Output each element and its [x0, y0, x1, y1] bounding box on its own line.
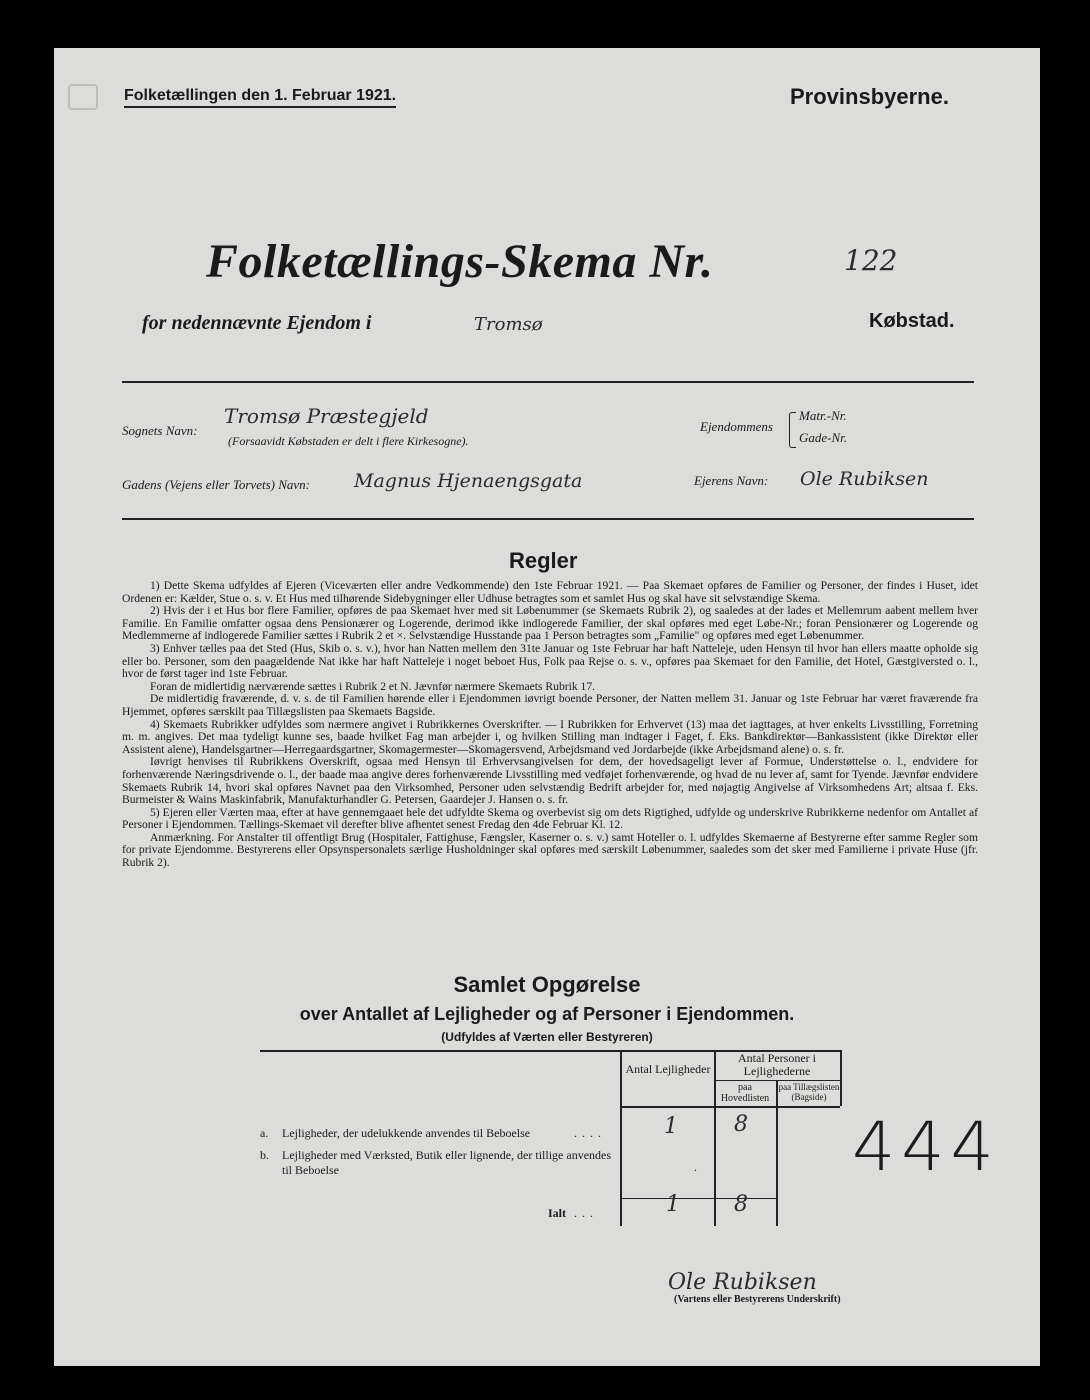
property-prefix: for nedennævnte Ejendom i: [142, 312, 372, 334]
summary-note: (Udfyldes af Værten eller Bestyreren): [441, 1030, 653, 1044]
summary-heading: Samlet Opgørelse: [453, 972, 641, 997]
divider-top: [122, 381, 974, 383]
property-label: Ejendommens: [700, 419, 773, 434]
col-supplement-header: paa Tillægslisten (Bagside): [778, 1082, 840, 1102]
row-a-label: Lejligheder, der udelukkende anvendes til Beboelse: [282, 1126, 531, 1140]
parish-note: (Forsaavidt Købstaden er delt i flere Kirkesogne).: [228, 434, 469, 448]
col-persons-header: Antal Personer i Lejlighederne: [738, 1051, 816, 1078]
row-b-apartments: .: [694, 1160, 697, 1174]
rules-heading: Regler: [509, 548, 578, 573]
census-form-sheet: [54, 48, 1040, 1366]
row-a-apartments: 1: [664, 1114, 678, 1139]
total-rule: [620, 1198, 776, 1199]
rule-paragraph-5: 5) Ejeren eller Værten maa, efter at have gennemgaaet hele det udfyldte Skema og overbevist sig om dets Rigtighed, udfylde og underskrive Rubrikkerne nedenfor om Antallet af Personer i Ejendommen. Tællings-Skemaet vil derefter blive afhentet senest Fredag den 4de Februar Kl. 12.: [122, 805, 978, 832]
table-col-line-1: [620, 1050, 622, 1226]
table-persons-subrule: [714, 1080, 840, 1081]
rule-paragraph-3a: Foran de midlertidig nærværende sættes i Rubrik 2 et N. Jævnfør nærmere Skemaets Rubrik 17.: [150, 679, 596, 693]
archive-stamp-mark: [68, 84, 98, 110]
row-b-label: Lejligheder med Værksted, Butik eller lignende, der tillige anvendes til Beboelse: [282, 1148, 612, 1177]
table-col-line-4: [840, 1050, 842, 1106]
row-a-letter: a.: [260, 1126, 269, 1140]
rule-paragraph-3b: De midlertidig fraværende, d. v. s. de til Familien hørende eller i Ejendommen iøvrigt boende Personer, der Natten mellem 31. Januar og 1ste Februar har været fraværende fra Hjemmet, opføres særskilt paa Tillægslisten paa Skemaets Bagside.: [122, 692, 978, 718]
property-suffix: Købstad.: [869, 310, 955, 332]
margin-number-handwritten: 444: [852, 1108, 1000, 1187]
table-col-line-2: [714, 1050, 716, 1226]
census-date-header: Folketællingen den 1. Februar 1921.: [124, 87, 396, 108]
owner-value-handwritten: Ole Rubiksen: [800, 468, 929, 490]
form-title: Folketællings-Skema Nr.: [206, 235, 714, 288]
street-label: Gadens (Vejens eller Torvets) Navn:: [122, 477, 310, 492]
total-persons-main: 8: [734, 1192, 748, 1217]
rule-paragraph-4: 4) Skemaets Rubrikker udfyldes som nærmere angivet i Rubrikkernes Overskrifter. — I Rubrikken for Erhvervet (13) maa det iagttages, at hver enkelts Livsstilling, Forretning m. m. angives. Det maa tydeligt kunne ses, baade hvilket Fag man arbejder i, og hvilken Stilling man indtager i Faget, f. Eks. Bankdirektør—Bankassistent (ikke Direktør eller Assistent alene), Handelsgartner—Herregaardsgartner, Skomagermester—Skomagersvend, Arbejdsmand ved Jordarbejde (ikke Arbejdsmand alene) o. s. fr.: [122, 717, 978, 756]
form-number-handwritten: 122: [844, 244, 898, 277]
col-apartments-header: Antal Lejligheder: [625, 1062, 711, 1076]
row-a-persons-main: 8: [734, 1112, 748, 1137]
street-value-handwritten: Magnus Hjenaengsgata: [354, 470, 583, 492]
signature-caption: (Vartens eller Bestyrerens Underskrift): [674, 1294, 841, 1305]
col-main-list-header: paa Hovedlisten: [720, 1082, 770, 1104]
gade-label: Gade-Nr.: [799, 430, 848, 445]
total-apartments: 1: [666, 1192, 680, 1217]
region-header: Provinsbyerne.: [790, 84, 949, 109]
town-handwritten: Tromsø: [474, 314, 543, 335]
rules-text: [122, 580, 978, 870]
owner-signature: Ole Rubiksen: [668, 1270, 817, 1295]
summary-subheading: over Antallet af Lejligheder og af Personer i Ejendommen.: [299, 1004, 795, 1024]
owner-label: Ejerens Navn:: [694, 473, 769, 488]
table-header-rule: [620, 1106, 840, 1108]
rule-paragraph-2: 2) Hvis der i et Hus bor flere Familier, opføres de paa Skemaet hver med sit Løbenummer (se Skemaets Rubrik 2), og saaledes at der lades et Mellemrum aabent mellem hver Familie. En Familie omfatter ogsaa dens Pensionærer og Logerende, derimod ikke indlogerede Familier, der skal opføres med eget Løbe-Nr.; foran Pensionærer og Logerende og Medlemmerne af indlogerede Familier sættes i Rubrik 2 et ×. Selvstændige Husstande paa 1 Person betragtes som „Familie" og opføres med eget Løbenummer.: [122, 604, 978, 643]
rule-remark: Anmærkning. For Anstalter til offentligt Brug (Hospitaler, Fattighuse, Fængsler, Kaserner o. s. v.) samt Hoteller o. l. udfyldes Skemaerne af Bestyrerne efter samme Regler som for private Ejendomme. Bestyrerens eller Opsynspersonalets særlige Husholdninger skal opføres med særskilt Løbenummer, saaledes som det sker med Familierne i private Huse (jfr. Rubrik 2).: [122, 830, 978, 870]
rule-paragraph-3: 3) Enhver tælles paa det Sted (Hus, Skib o. s. v.), hvor han Natten mellem den 31te Januar og 1ste Februar har haft Natteleje, uden Hensyn til hvor han ellers maatte opholde sig eller bo. Personer, som den paagældende Nat ikke har haft Natteleje i noget beboet Hus, Folk paa Rejse o. s. v., opføres paa Skemaet for den Familie, det Hotel, Gæstgiversted o. l., hvor de først tager ind 1ste Februar.: [122, 641, 978, 681]
rule-paragraph-1: 1) Dette Skema udfyldes af Ejeren (Viceværten eller andre Vedkommende) den 1ste Februar 1921. — Paa Skemaet opføres de Familier og Personer, der findes i Huset, idet Ordenen er: Kælder, Stue o. s. v. Et Hus med tilhørende Sidebygninger eller Udhuse betragtes som et samlet Hus og skal have sit selvstændige Skema.: [122, 579, 978, 605]
parish-label: Sognets Navn:: [122, 423, 198, 438]
divider-middle: [122, 518, 974, 520]
rule-paragraph-4a: Iøvrigt henvises til Rubrikkens Overskrift, ogsaa med Hensyn til Erhvervsangivelsen for dem, der hovedsageligt lever af Formue, Understøttelse o. l., endvidere for forhenværende Næringsdrivende o. l., der baade maa angive deres forhenværende Livsstilling med vedføjet forhenværende, og hvad de nu lever af, samt for Tyende. Jævnfør endvidere Skemaets Rubrik 14, hvori skal opføres Navnet paa den Virksomhed, Personer uden selvstændig Bedrift arbejder for, med nøjagtig Angivelse af Virksomhedens Art; altsaa f. Eks. Burmeister & Wains Maskinfabrik, Manufakturhandler G. Petersen, Gaardejer J. Hansen o. s. fr.: [122, 755, 978, 807]
row-b-letter: b.: [260, 1148, 269, 1162]
matr-label: Matr.-Nr.: [799, 408, 847, 423]
parish-value-handwritten: Tromsø Præstegjeld: [224, 404, 429, 428]
total-leader: . . .: [574, 1206, 594, 1220]
property-bracket: [789, 412, 796, 448]
total-label: Ialt: [548, 1206, 566, 1220]
row-a-leader: . . . .: [574, 1126, 602, 1140]
